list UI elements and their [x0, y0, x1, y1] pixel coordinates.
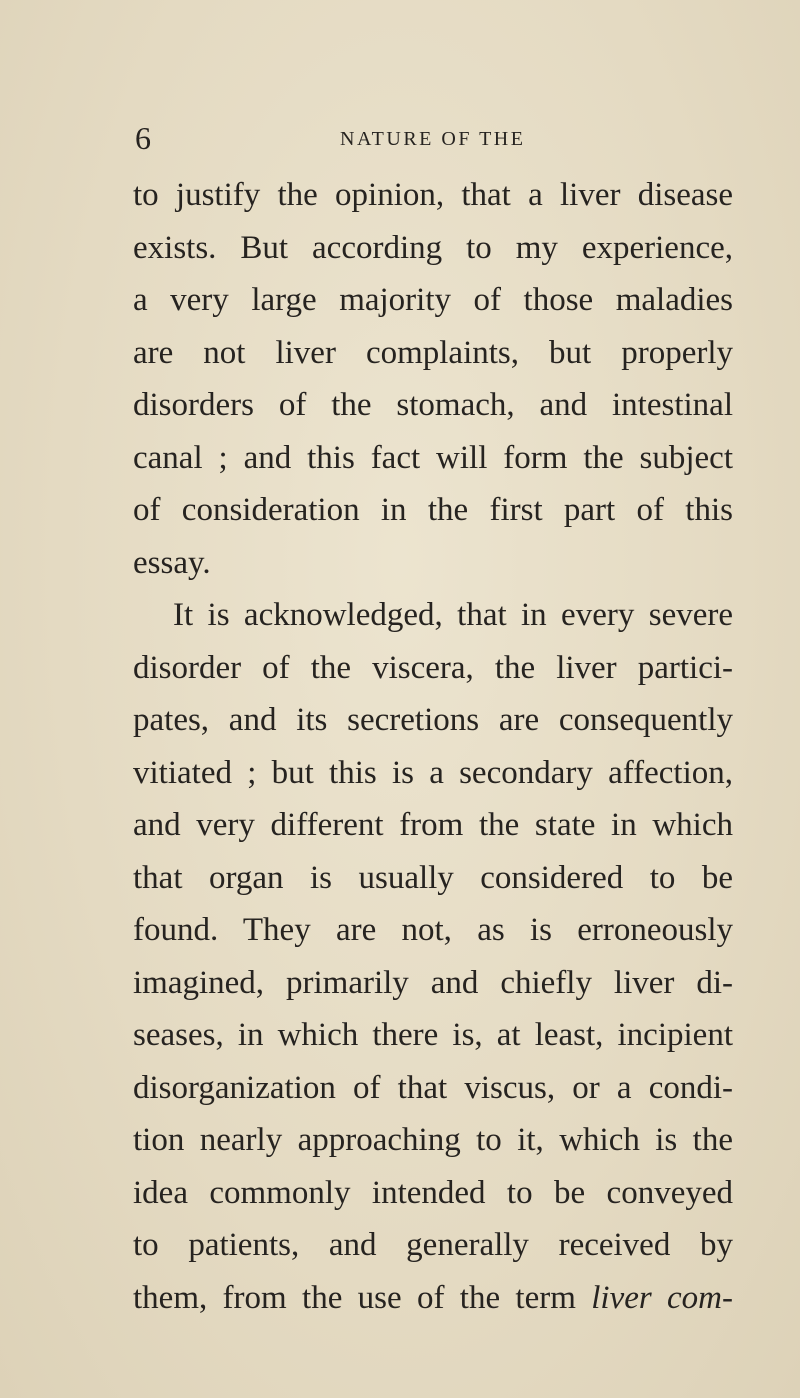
- text-line: idea commonly intended to be conveyed: [133, 1174, 733, 1211]
- text-line: exists. But according to my experience,: [133, 229, 733, 266]
- last-line-italic-text: liver com-: [591, 1279, 733, 1316]
- text-line: tion nearly approaching to it, which is the: [133, 1122, 733, 1158]
- text-line: that organ is usually considered to be: [133, 859, 733, 896]
- text-line: disorders of the stomach, and intestinal: [133, 387, 733, 423]
- text-line: seases, in which there is, at least, incipient: [133, 1017, 733, 1053]
- text-line: disorder of the viscera, the liver partici-: [133, 649, 733, 686]
- text-line: are not liver complaints, but properly: [133, 334, 733, 371]
- text-line: found. They are not, as is erroneously: [133, 912, 733, 948]
- page-number: 6: [135, 120, 151, 156]
- running-head: NATURE OF THE: [340, 128, 526, 150]
- text-line: pates, and its secretions are consequently: [133, 702, 733, 738]
- text-line: essay.: [133, 544, 211, 581]
- paragraph-start-line: It is acknowledged, that in every severe: [173, 597, 733, 633]
- text-line: to patients, and generally received by: [133, 1227, 733, 1263]
- text-line: vitiated ; but this is a secondary affection,: [133, 754, 733, 791]
- text-line: canal ; and this fact will form the subject: [133, 439, 733, 476]
- text-line: disorganization of that viscus, or a condi-: [133, 1069, 733, 1106]
- text-line: to justify the opinion, that a liver disease: [133, 177, 733, 213]
- text-line: of consideration in the first part of this: [133, 492, 733, 528]
- last-line-text: them, from the use of the term: [133, 1279, 592, 1316]
- body-text: [133, 169, 733, 1324]
- page-header: [0, 118, 800, 158]
- text-line: imagined, primarily and chiefly liver di-: [133, 964, 733, 1001]
- text-line: a very large majority of those maladies: [133, 282, 733, 318]
- text-line-last: [133, 1272, 733, 1325]
- text-line: and very different from the state in which: [133, 807, 733, 843]
